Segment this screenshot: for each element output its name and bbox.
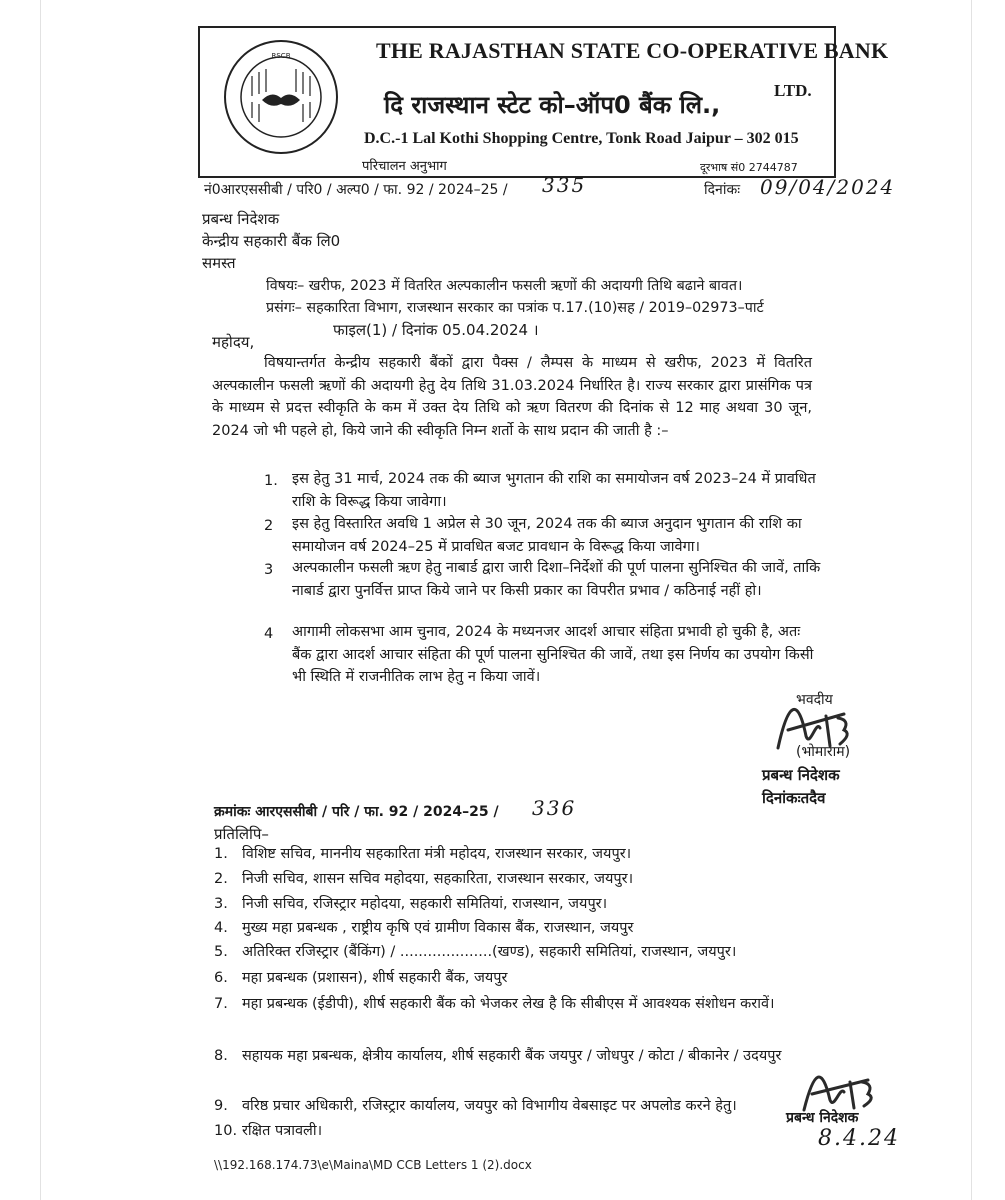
copy-number-4: 4. bbox=[214, 920, 228, 936]
copy-number-1: 1. bbox=[214, 846, 228, 862]
file-path: \\192.168.174.73\e\Maina\MD CCB Letters 1 (2).docx bbox=[214, 1158, 532, 1172]
copy-text-8: सहायक महा प्रबन्धक, क्षेत्रीय कार्यालय, शीर्ष सहकारी बैंक जयपुर / जोधपुर / कोटा / बीकानेर / उदयपुर bbox=[242, 1048, 782, 1064]
bank-name-english: THE RAJASTHAN STATE CO-OPERATIVE BANK bbox=[376, 38, 889, 63]
addressee-line-3: समस्त bbox=[202, 254, 236, 272]
condition-text-3: अल्पकालीन फसली ऋण हेतु नाबार्ड द्वारा जारी दिशा–निर्देशों की पूर्ण पालना सुनिश्चित की जावें, ताकि नाबार्ड द्वारा पुनर्वित्त प्राप्त किये जाने पर किसी प्रकार का विपरीत प्रभाव / कठिनाई नहीं हो। bbox=[292, 560, 821, 599]
copy-number-3: 3. bbox=[214, 896, 228, 912]
copy-number-10: 10. bbox=[214, 1123, 238, 1139]
copy-text-1: विशिष्ट सचिव, माननीय सहकारिता मंत्री महोदय, राजस्थान सरकार, जयपुर। bbox=[242, 846, 632, 862]
copy-number-7: 7. bbox=[214, 996, 228, 1012]
copy-number-8: 8. bbox=[214, 1048, 228, 1064]
salutation: महोदय, bbox=[212, 333, 255, 351]
copy-text-10: रक्षित पत्रावली। bbox=[242, 1123, 323, 1139]
copy-number-9: 9. bbox=[214, 1098, 228, 1114]
condition-text-1: इस हेतु 31 मार्च, 2024 तक की ब्याज भुगतान की राशि का समायोजन वर्ष 2023–24 में प्रावधित राशि के विरूद्ध किया जावेगा। bbox=[292, 471, 816, 510]
copy-heading: प्रतिलिपि– bbox=[214, 825, 269, 843]
subject-line: विषयः– खरीफ, 2023 में वितरित अल्पकालीन फसली ऋणों की अदायगी तिथि बढाने बावत। bbox=[266, 278, 743, 294]
copy-text-5: अतिरिक्त रजिस्ट्रार (बैंकिंग) / ....................(खण्ड), सहकारी समितियां, राजस्थान, जयपुर। bbox=[242, 944, 737, 960]
copy-text-3: निजी सचिव, रजिस्ट्रार महोदया, सहकारी समितियां, राजस्थान, जयपुर। bbox=[242, 896, 608, 912]
closing-designation: प्रबन्ध निदेशक bbox=[786, 1110, 859, 1126]
body-paragraph: विषयान्तर्गत केन्द्रीय सहकारी बैंकों द्वारा पैक्स / लैम्पस के माध्यम से खरीफ, 2023 में वितरित अल्पकालीन फसली ऋणों की अदायगी हेतु देय तिथि 31.03.2024 निर्धारित है। राज्य सरकार द्वारा प्रासंगिक पत्र के माध्यम से प्रदत्त स्वीकृति के कम में उक्त देय तिथि को ऋण वितरण की दिनांक से 12 माह अथवा 30 जून, 2024 जो भी पहले हो, किये जाने की स्वीकृति निम्न शर्तो के साथ प्रदान की जाती है :– bbox=[212, 355, 812, 439]
condition-text-4: आगामी लोकसभा आम चुनाव, 2024 के मध्यनजर आदर्श आचार संहिता प्रभावी हो चुकी है, अतः बैंक द्वारा आदर्श आचार संहिता की पूर्ण पालना सुनिश्चित की जावें, तथा इस निर्णय का उपयोग किसी भी स्थिति में राजनीतिक लाभ हेतु न किया जावें। bbox=[292, 624, 814, 686]
reference-number: नं0आरएससीबी / परि0 / अल्प0 / फा. 92 / 2024–25 / bbox=[204, 182, 508, 198]
copy-text-2: निजी सचिव, शासन सचिव महोदया, सहकारिता, राजस्थान सरकार, जयपुर। bbox=[242, 871, 634, 887]
svg-text:RSCB: RSCB bbox=[271, 52, 291, 60]
addressee-line-2: केन्द्रीय सहकारी बैंक लि0 bbox=[202, 232, 341, 250]
handwritten-reference-no: 335 bbox=[542, 173, 587, 197]
addressee-line-1: प्रबन्ध निदेशक bbox=[202, 210, 280, 228]
bank-ltd: LTD. bbox=[774, 81, 812, 100]
copy-number-5: 5. bbox=[214, 944, 228, 960]
condition-number-2: 2 bbox=[264, 518, 274, 534]
date-label: दिनांकः bbox=[704, 182, 741, 198]
copy-number-6: 6. bbox=[214, 970, 228, 986]
signatory-date: दिनांकःतदैव bbox=[762, 789, 826, 807]
signatory-designation: प्रबन्ध निदेशक bbox=[762, 766, 840, 784]
handwritten-date: 09/04/2024 bbox=[760, 175, 896, 199]
phone-number: दूरभाष सं0 2744787 bbox=[700, 161, 798, 174]
context-line-1: प्रसंगः– सहकारिता विभाग, राजस्थान सरकार का पत्रांक प.17.(10)सह / 2019–02973–पार्ट bbox=[266, 300, 764, 316]
bank-seal-logo bbox=[222, 38, 340, 156]
signatory-name: (भोमाराम) bbox=[796, 744, 851, 760]
condition-number-1: 1. bbox=[264, 473, 278, 489]
copy-text-9: वरिष्ठ प्रचार अधिकारी, रजिस्ट्रार कार्यालय, जयपुर को विभागीय वेबसाइट पर अपलोड करने हेतु। bbox=[242, 1098, 737, 1114]
yours-faithfully: भवदीय bbox=[796, 692, 833, 708]
copy-text-4: मुख्य महा प्रबन्धक , राष्ट्रीय कृषि एवं ग्रामीण विकास बैंक, राजस्थान, जयपुर bbox=[242, 920, 634, 936]
condition-text-2: इस हेतु विस्तारित अवधि 1 अप्रेल से 30 जून, 2024 तक की ब्याज अनुदान भुगतान की राशि का समायोजन वर्ष 2024–25 में प्रावधित बजट प्रावधान के विरूद्ध किया जावेगा। bbox=[292, 516, 802, 555]
bank-name-hindi: दि राजस्थान स्टेट को–ऑप0 बैंक लि., bbox=[384, 91, 721, 119]
copy-text-7: महा प्रबन्धक (ईडीपी), शीर्ष सहकारी बैंक को भेजकर लेख है कि सीबीएस में आवश्यक संशोधन करावें। bbox=[242, 996, 775, 1012]
condition-number-4: 4 bbox=[264, 626, 274, 642]
department-name: परिचालन अनुभाग bbox=[362, 159, 447, 174]
condition-number-3: 3 bbox=[264, 562, 274, 578]
bank-address: D.C.-1 Lal Kothi Shopping Centre, Tonk Road Jaipur – 302 015 bbox=[364, 130, 799, 147]
copy-text-6: महा प्रबन्धक (प्रशासन), शीर्ष सहकारी बैंक, जयपुर bbox=[242, 970, 508, 986]
handwritten-sign-date: 8.4.24 bbox=[818, 1126, 900, 1151]
handwritten-copy-no: 336 bbox=[532, 796, 577, 820]
copy-reference-number: क्रमांकः आरएससीबी / परि / फा. 92 / 2024–25 / bbox=[214, 804, 499, 820]
context-line-2: फाइल(1) / दिनांक 05.04.2024 । bbox=[333, 321, 539, 339]
copy-number-2: 2. bbox=[214, 871, 228, 887]
